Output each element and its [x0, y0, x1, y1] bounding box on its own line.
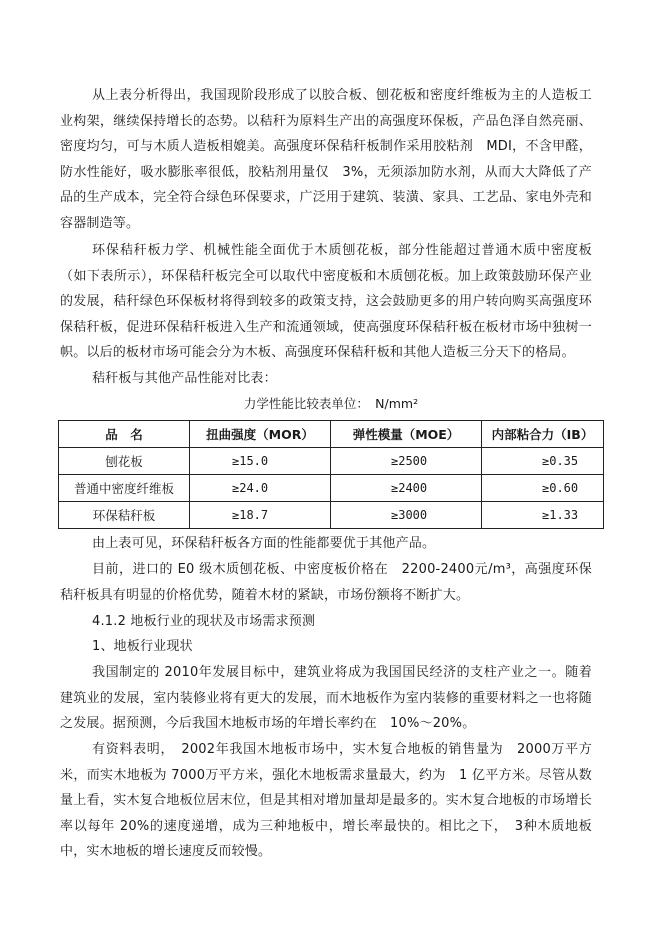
cell-mor: ≥15.0 [190, 448, 331, 475]
paragraph-flooring-market-data: 有资料表明， 2002年我国木地板市场中，实木复合地板的销售量为 2000万平方米，而实木地板为 7000万平方米，强化木地板需求量最大，约为 1 亿平方米。尽管从数量上看，实木复合地板位居末位，但是其相对增加量却是最多的。实木复合地板的市场增长率以每年 20%的速度递增，成为三种地板中，增长率最快的。相比之下， 3种木质地板中，实木地板的增长速度反而较慢。 [60, 742, 592, 860]
cell-ib: ≥1.33 [482, 502, 604, 529]
cell-product-name: 刨花板 [59, 448, 190, 475]
cell-moe: ≥3000 [331, 502, 482, 529]
paragraph-straw-board-advantages: 环保秸秆板力学、机械性能全面优于木质刨花板，部分性能超过普通木质中密度板 （如下表所示），环保秸秆板完全可以取代中密度板和木质刨花板。加上政策鼓励环保产业的发展，秸秆绿色环保板材将得到较多的政策支持，这会鼓励更多的用户转向购买高强度环保秸秆板，促进环保秸秆板进入生产和流通领域，使高强度环保秸秆板在板材市场中独树一帜。以后的板材市场可能会分为木板、高强度环保秸秆板和其他人造板三分天下的格局。 [60, 243, 606, 361]
table-caption: 力学性能比较表单位： N/mm² [243, 396, 419, 411]
table-row [59, 502, 604, 529]
performance-comparison-table [58, 420, 604, 529]
table-row [59, 475, 604, 502]
table-header-row [59, 421, 604, 448]
header-product-name: 品 名 [59, 421, 190, 448]
paragraph-price-advantage: 目前，进口的 E0 级木质刨花板、中密度板价格在 2200-2400元/m³，高强度环保秸秆板具有明显的价格优势，随着木材的紧缺，市场份额将不断扩大。 [60, 562, 592, 603]
subsection-heading-flooring-status: 1、地板行业现状 [92, 639, 193, 654]
section-heading-4-1-2: 4.1.2 地板行业的现状及市场需求预测 [92, 614, 316, 629]
paragraph-table-intro: 秸秆板与其他产品性能对比表： [92, 371, 277, 386]
cell-ib: ≥0.35 [482, 448, 604, 475]
table-row [59, 448, 604, 475]
header-mor: 扭曲强度（MOR） [190, 421, 331, 448]
paragraph-table-conclusion: 由上表可见，环保秸秆板各方面的性能都要优于其他产品。 [92, 536, 436, 551]
header-moe: 弹性模量（MOE） [331, 421, 482, 448]
cell-moe: ≥2500 [331, 448, 482, 475]
cell-moe: ≥2400 [331, 475, 482, 502]
cell-mor: ≥24.0 [190, 475, 331, 502]
paragraph-board-industry: 从上表分析得出，我国现阶段形成了以胶合板、刨花板和密度纤维板为主的人造板工业构架，继续保持增长的态势。以秸秆为原料生产出的高强度环保板，产品色泽自然亮丽、密度均匀，可与木质人造板相媲美。高强度环保秸秆板制作采用胶粘剂 MDI，不含甲醛，防水性能好，吸水膨胀率很低，胶粘剂用量仅 3%，无须添加防水剂，从而大大降低了产品的生产成本，完全符合绿色环保要求，广泛用于建筑、装潢、家具、工艺品、家电外壳和容器制造等。 [60, 88, 592, 231]
cell-product-name: 普通中密度纤维板 [59, 475, 190, 502]
paragraph-development-goal: 我国制定的 2010年发展目标中，建筑业将成为我国国民经济的支柱产业之一。随着建筑业的发展，室内装修业将有更大的发展，而木地板作为室内装修的重要材料之一也将随之发展。据预测，今后我国木地板市场的年增长率约在 10%～20%。 [60, 665, 592, 732]
header-ib: 内部粘合力（IB） [482, 421, 604, 448]
cell-product-name: 环保秸秆板 [59, 502, 190, 529]
cell-ib: ≥0.60 [482, 475, 604, 502]
cell-mor: ≥18.7 [190, 502, 331, 529]
